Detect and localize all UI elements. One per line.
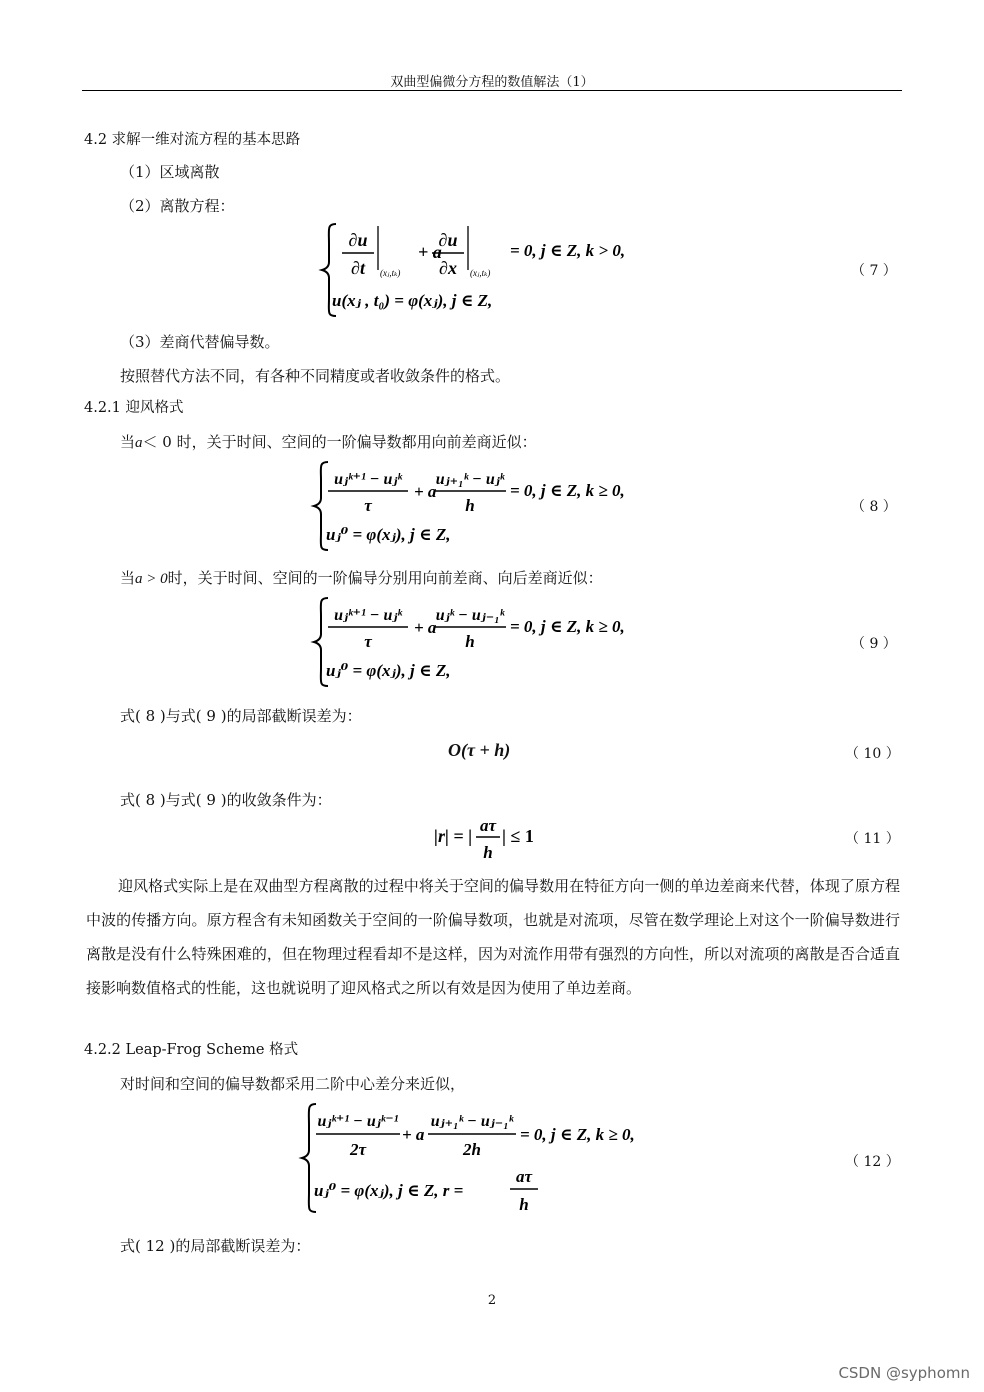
equation-11-number: （ 11 ）	[845, 831, 900, 847]
equation-9-number: （ 9 ）	[851, 636, 897, 652]
eq7-dt: ∂t	[351, 258, 365, 278]
case-a-negative	[120, 432, 537, 453]
eq12-plus-a: + a	[402, 1125, 425, 1144]
eq8-den-2: h	[465, 496, 475, 515]
convergence-8-9: 式( 8 )与式( 9 )的收敛条件为：	[120, 791, 332, 809]
equation-8-number: （ 8 ）	[851, 499, 897, 515]
eq12-line-2: uⱼ⁰ = φ(xⱼ), j ∈ Z, r =	[314, 1181, 464, 1200]
case-a-negative-lead: 当	[120, 433, 136, 451]
step-1: （1）区域离散	[120, 163, 220, 181]
case-a-positive	[120, 568, 603, 589]
eq12-den-1: 2τ	[349, 1140, 367, 1159]
eq9-num-2: uⱼᵏ − uⱼ₋₁ᵏ	[435, 607, 505, 624]
case-a-negative-var: a	[135, 435, 143, 451]
eq9-den-1: τ	[364, 632, 372, 651]
equation-8	[310, 458, 670, 554]
step-2: （2）离散方程：	[120, 197, 235, 215]
scheme-note: 按照替代方法不同，有各种不同精度或者收敛条件的格式。	[120, 367, 511, 385]
section-4-2-heading: 4.2 求解一维对流方程的基本思路	[84, 132, 301, 148]
eq7-du-2: ∂u	[438, 230, 458, 250]
equation-12	[298, 1100, 698, 1218]
page-number: 2	[487, 1293, 497, 1308]
equation-10: O(τ + h)	[448, 740, 511, 760]
equation-9	[310, 594, 670, 690]
eq9-num-1: uⱼᵏ⁺¹ − uⱼᵏ	[334, 607, 402, 624]
eq8-num-1: uⱼᵏ⁺¹ − uⱼᵏ	[334, 471, 402, 488]
case-a-positive-rest: 时，关于时间、空间的一阶偏导分别用向前差商、向后差商近似：	[167, 569, 603, 587]
eq12-tail: = 0, j ∈ Z, k ≥ 0,	[520, 1125, 635, 1144]
header-rule	[82, 90, 902, 91]
eq12-den-2: 2h	[463, 1140, 481, 1159]
truncation-error-8-9: 式( 8 )与式( 9 )的局部截断误差为：	[120, 707, 362, 725]
case-a-negative-rest: ＜ 0 时，关于时间、空间的一阶偏导数都用向前差商近似：	[142, 433, 537, 451]
eq11-lhs: |r| = |	[434, 826, 473, 846]
eq8-num-2: uⱼ₊₁ᵏ − uⱼᵏ	[435, 471, 505, 488]
eq11-rhs: | ≤ 1	[502, 826, 534, 846]
section-4-2-2-heading: 4.2.2 Leap-Frog Scheme 格式	[84, 1042, 299, 1058]
eq12-r-num: aτ	[515, 1167, 533, 1186]
csdn-watermark: CSDN @syphomn	[838, 1364, 970, 1382]
eq7-line-2: u(xⱼ , t₀) = φ(xⱼ), j ∈ Z,	[332, 291, 493, 310]
eq9-line-2: uⱼ⁰ = φ(xⱼ), j ∈ Z,	[326, 661, 451, 680]
eq7-plus-a: + a	[418, 242, 442, 262]
equation-11	[432, 806, 552, 868]
leapfrog-intro: 对时间和空间的偏导数都采用二阶中心差分来近似，	[120, 1075, 466, 1093]
eq7-dx: ∂x	[439, 258, 457, 278]
eq9-den-2: h	[465, 632, 475, 651]
section-4-2-1-heading: 4.2.1 迎风格式	[84, 400, 184, 416]
eq7-tail: = 0, j ∈ Z, k > 0,	[510, 241, 626, 260]
equation-12-number: （ 12 ）	[845, 1154, 900, 1170]
eq11-den: h	[483, 843, 493, 862]
running-header: 双曲型偏微分方程的数值解法（1）	[390, 75, 594, 90]
upwind-paragraph: 迎风格式实际上是在双曲型方程离散的过程中将关于空间的偏导数用在特征方向一侧的单边差商来代替，体现了原方程中波的传播方向。原方程含有未知函数关于空间的一阶偏导数项，也就是对流项，尽管在数学理论上对这个一阶偏导数进行离散是没有什么特殊困难的，但在物理过程看却不是这样，因为对流作用带有强烈的方向性，所以对流项的离散是否合适直接影响数值格式的性能，这也就说明了迎风格式之所以有效是因为使用了单边差商。	[86, 877, 900, 997]
eq7-du-1: ∂u	[348, 230, 368, 250]
eq11-num: aτ	[479, 816, 497, 835]
equation-10-number: （ 10 ）	[845, 746, 900, 762]
eq8-plus-a: + a	[414, 482, 437, 501]
eq8-tail: = 0, j ∈ Z, k ≥ 0,	[510, 481, 625, 500]
eq8-line-2: uⱼ⁰ = φ(xⱼ), j ∈ Z,	[326, 525, 451, 544]
eq12-num-2: uⱼ₊₁ᵏ − uⱼ₋₁ᵏ	[430, 1113, 514, 1130]
equation-7	[318, 220, 678, 320]
case-a-positive-var: a > 0	[135, 571, 168, 587]
eq12-r-den: h	[519, 1195, 529, 1214]
eq9-tail: = 0, j ∈ Z, k ≥ 0,	[510, 617, 625, 636]
step-3: （3）差商代替偏导数。	[120, 333, 280, 351]
eq8-den-1: τ	[364, 496, 372, 515]
equation-7-number: （ 7 ）	[851, 263, 897, 279]
eq9-plus-a: + a	[414, 618, 437, 637]
eq12-num-1: uⱼᵏ⁺¹ − uⱼᵏ⁻¹	[317, 1113, 399, 1130]
truncation-error-12: 式( 12 )的局部截断误差为：	[120, 1237, 311, 1255]
case-a-positive-lead: 当	[120, 569, 136, 587]
eq7-eval-sub-1: (xⱼ,tₖ)	[380, 268, 401, 278]
eq7-eval-sub-2: (xⱼ,tₖ)	[470, 268, 491, 278]
